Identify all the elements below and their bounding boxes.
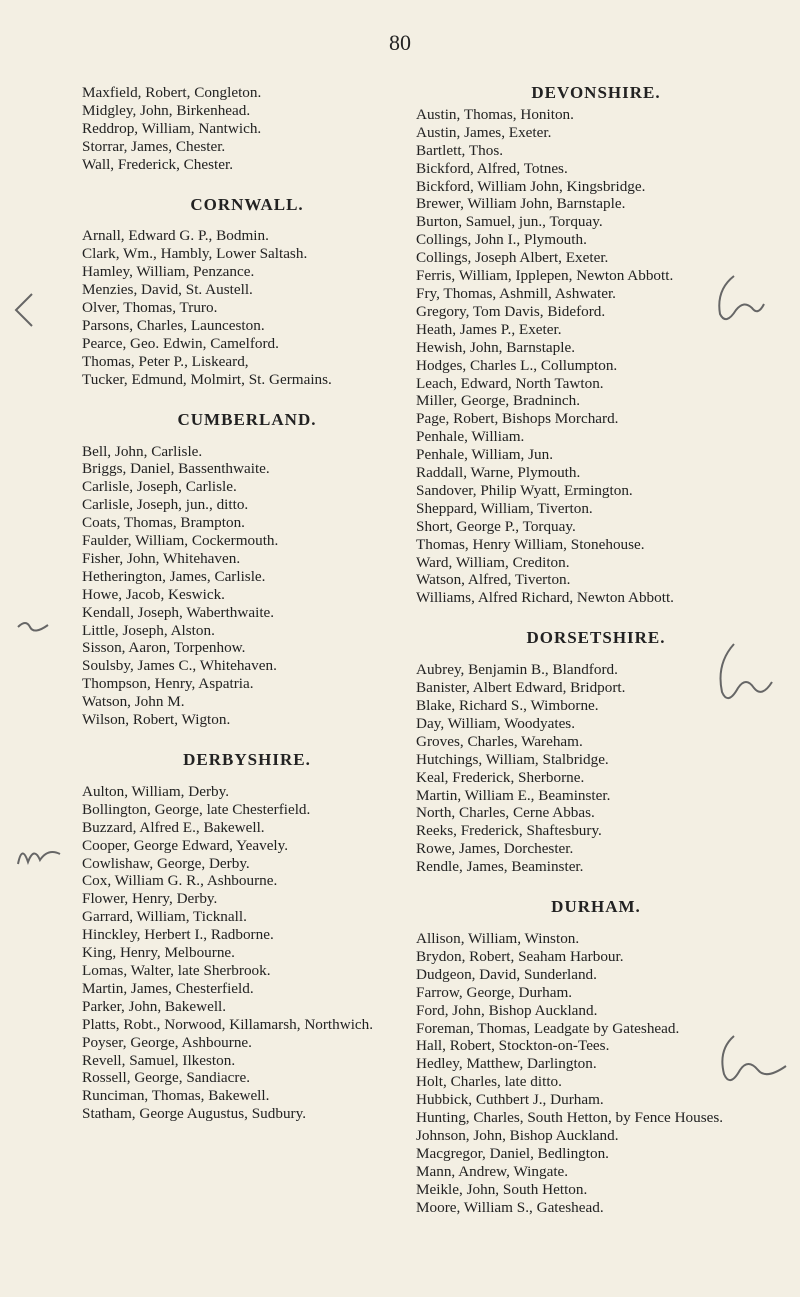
list-item: Olver, Thomas, Truro. [82, 299, 218, 317]
list-item: Mann, Andrew, Wingate. [416, 1162, 569, 1180]
list-item: Bickford, William John, Kingsbridge. [416, 177, 646, 195]
list-item: Collings, John I., Plymouth. [416, 231, 587, 249]
list-item: Buzzard, Alfred E., Bakewell. [82, 818, 265, 836]
list-item: Farrow, George, Durham. [416, 983, 573, 1001]
list-item: Cooper, George Edward, Yeavely. [82, 836, 289, 854]
list-item: Hutchings, William, Stalbridge. [416, 750, 609, 768]
list-item: Day, William, Woodyates. [416, 714, 576, 732]
list-item: Williams, Alfred Richard, Newton Abbott. [416, 589, 674, 607]
list-item: Rendle, James, Beaminster. [416, 858, 584, 876]
list-item: Sandover, Philip Wyatt, Ermington. [416, 481, 633, 499]
list-item: Heath, James P., Exeter. [416, 320, 562, 338]
page-number: 80 [389, 30, 411, 55]
list-item: Ferris, William, Ipplepen, Newton Abbott. [416, 267, 674, 285]
list-item: Rowe, James, Dorchester. [416, 840, 574, 858]
list-item: Hodges, Charles L., Collumpton. [416, 356, 618, 374]
list-item: Midgley, John, Birkenhead. [82, 101, 251, 119]
list-item: Maxfield, Robert, Congleton. [82, 84, 262, 101]
list-item: Arnall, Edward G. P., Bodmin. [82, 227, 269, 245]
list-item: Hamley, William, Penzance. [82, 263, 255, 281]
cornwall-list [82, 227, 412, 388]
list-item: Penhale, William, Jun. [416, 446, 554, 464]
list-item: Cox, William G. R., Ashbourne. [82, 872, 278, 890]
list-item: Ward, William, Crediton. [416, 553, 570, 571]
list-item: Hubbick, Cuthbert J., Durham. [416, 1091, 604, 1109]
list-item: Watson, John M. [82, 693, 185, 711]
list-item: Revell, Samuel, Ilkeston. [82, 1051, 236, 1069]
list-item: Penhale, William. [416, 428, 525, 446]
list-item: Reddrop, William, Nantwich. [82, 119, 262, 137]
list-item: Brewer, William John, Barnstaple. [416, 195, 626, 213]
list-item: Bell, John, Carlisle. [82, 442, 203, 460]
list-item: Poyser, George, Ashbourne. [82, 1033, 252, 1051]
list-item: Miller, George, Bradninch. [416, 392, 581, 410]
list-item: King, Henry, Melbourne. [82, 944, 235, 962]
cumberland-heading: CUMBERLAND. [177, 409, 317, 429]
list-item: Collings, Joseph Albert, Exeter. [416, 249, 609, 267]
list-item: Holt, Charles, late ditto. [416, 1073, 562, 1091]
list-item: Keal, Frederick, Sherborne. [416, 768, 585, 786]
list-item: Brydon, Robert, Seaham Harbour. [416, 947, 624, 965]
list-item: Bartlett, Thos. [416, 141, 504, 159]
list-item: Thomas, Henry William, Stonehouse. [416, 535, 645, 553]
dorsetshire-heading: DORSETSHIRE. [526, 628, 666, 648]
devonshire-heading: DEVONSHIRE. [531, 83, 661, 102]
list-item: Soulsby, James C., Whitehaven. [82, 657, 277, 675]
list-item: Thompson, Henry, Aspatria. [82, 675, 254, 693]
derbyshire-heading: DERBYSHIRE. [183, 750, 311, 769]
list-item: Martin, William E., Beaminster. [416, 786, 611, 804]
list-item: Groves, Charles, Wareham. [416, 732, 583, 750]
list-item: Carlisle, Joseph, Carlisle. [82, 478, 237, 496]
list-item: Howe, Jacob, Keswick. [82, 585, 225, 603]
list-item: Sheppard, William, Tiverton. [416, 499, 593, 517]
list-item: Macgregor, Daniel, Bedlington. [416, 1144, 609, 1162]
list-item: Dudgeon, David, Sunderland. [416, 965, 597, 983]
list-item: Hinckley, Herbert I., Radborne. [82, 926, 274, 944]
list-item: Meikle, John, South Hetton. [416, 1180, 588, 1198]
list-item: Leach, Edward, North Tawton. [416, 374, 604, 392]
list-item: Briggs, Daniel, Bassenthwaite. [82, 460, 270, 478]
list-item: Rossell, George, Sandiacre. [82, 1069, 251, 1087]
list-item: Raddall, Warne, Plymouth. [416, 464, 581, 482]
list-item: Ford, John, Bishop Auckland. [416, 1001, 598, 1019]
list-item: Gregory, Tom Davis, Bideford. [416, 302, 606, 320]
list-item: Wall, Frederick, Chester. [82, 155, 234, 173]
list-item: Bollington, George, late Chesterfield. [82, 800, 311, 818]
list-item: Sisson, Aaron, Torpenhow. [82, 639, 246, 657]
list-item: Burton, Samuel, jun., Torquay. [416, 213, 603, 231]
durham-heading: DURHAM. [551, 897, 641, 917]
list-item: Statham, George Augustus, Sudbury. [82, 1105, 307, 1123]
list-item: Aubrey, Benjamin B., Blandford. [416, 661, 618, 679]
margin-mark-tick [14, 615, 50, 645]
list-item: Austin, James, Exeter. [416, 123, 552, 141]
list-item: Fry, Thomas, Ashmill, Ashwater. [416, 284, 616, 302]
list-item: Clark, Wm., Hambly, Lower Saltash. [82, 245, 308, 263]
devonshire-list [416, 106, 776, 607]
derbyshire-list [82, 783, 412, 1123]
list-item: Page, Robert, Bishops Morchard. [416, 410, 619, 428]
list-item: Blake, Richard S., Wimborne. [416, 697, 599, 714]
margin-mark-arrow [10, 290, 36, 336]
list-item: Austin, Thomas, Honiton. [416, 105, 574, 123]
list-item: Reeks, Frederick, Shaftesbury. [416, 822, 602, 840]
list-item: Runciman, Thomas, Bakewell. [82, 1087, 270, 1105]
list-item: Cowlishaw, George, Derby. [82, 854, 250, 872]
list-item: Watson, Alfred, Tiverton. [416, 571, 571, 589]
list-item: Moore, William S., Gateshead. [416, 1198, 604, 1216]
list-item: Pearce, Geo. Edwin, Camelford. [82, 334, 279, 352]
list-item: Allison, William, Winston. [416, 929, 580, 947]
list-item: Tucker, Edmund, Molmirt, St. Germains. [82, 370, 332, 388]
list-item: Foreman, Thomas, Leadgate by Gateshead. [416, 1019, 680, 1037]
list-item: Johnson, John, Bishop Auckland. [416, 1126, 619, 1144]
list-item: Hedley, Matthew, Darlington. [416, 1055, 597, 1073]
list-item: Aulton, William, Derby. [82, 782, 230, 800]
list-item: Lomas, Walter, late Sherbrook. [82, 961, 271, 979]
margin-mark-scrawl-durham [700, 1030, 790, 1096]
list-item: Bickford, Alfred, Totnes. [416, 159, 568, 177]
margin-mark-scrawl-left [14, 840, 64, 876]
list-item: Thomas, Peter P., Liskeard, [82, 352, 249, 370]
list-item: Kendall, Joseph, Waberthwaite. [82, 603, 275, 621]
list-item: Faulder, William, Cockermouth. [82, 532, 279, 550]
list-item: Coats, Thomas, Brampton. [82, 514, 245, 532]
intro-list [82, 84, 412, 174]
list-item: Fisher, John, Whitehaven. [82, 549, 241, 567]
list-item: Carlisle, Joseph, jun., ditto. [82, 496, 249, 514]
list-item: Hetherington, James, Carlisle. [82, 567, 266, 585]
list-item: Storrar, James, Chester. [82, 137, 226, 155]
margin-mark-scrawl-dorset [710, 640, 776, 716]
list-item: Wilson, Robert, Wigton. [82, 711, 231, 729]
list-item: Little, Joseph, Alston. [82, 621, 215, 639]
list-item: Banister, Albert Edward, Bridport. [416, 679, 626, 697]
left-column [82, 84, 412, 1123]
list-item: Garrard, William, Ticknall. [82, 908, 247, 926]
list-item: Martin, James, Chesterfield. [82, 979, 254, 997]
list-item: Menzies, David, St. Austell. [82, 281, 253, 299]
margin-mark-scrawl-devon [706, 270, 766, 336]
list-item: Hall, Robert, Stockton-on-Tees. [416, 1037, 610, 1055]
list-item: Flower, Henry, Derby. [82, 890, 218, 908]
list-item: North, Charles, Cerne Abbas. [416, 804, 595, 822]
list-item: Hunting, Charles, South Hetton, by Fence Houses. [416, 1109, 724, 1127]
list-item: Platts, Robt., Norwood, Killamarsh, Northwich. [82, 1015, 374, 1033]
list-item: Parker, John, Bakewell. [82, 997, 227, 1015]
list-item: Short, George P., Torquay. [416, 517, 576, 535]
list-item: Parsons, Charles, Launceston. [82, 316, 265, 334]
list-item: Hewish, John, Barnstaple. [416, 338, 576, 356]
cornwall-heading: CORNWALL. [190, 194, 304, 214]
cumberland-list [82, 443, 412, 730]
